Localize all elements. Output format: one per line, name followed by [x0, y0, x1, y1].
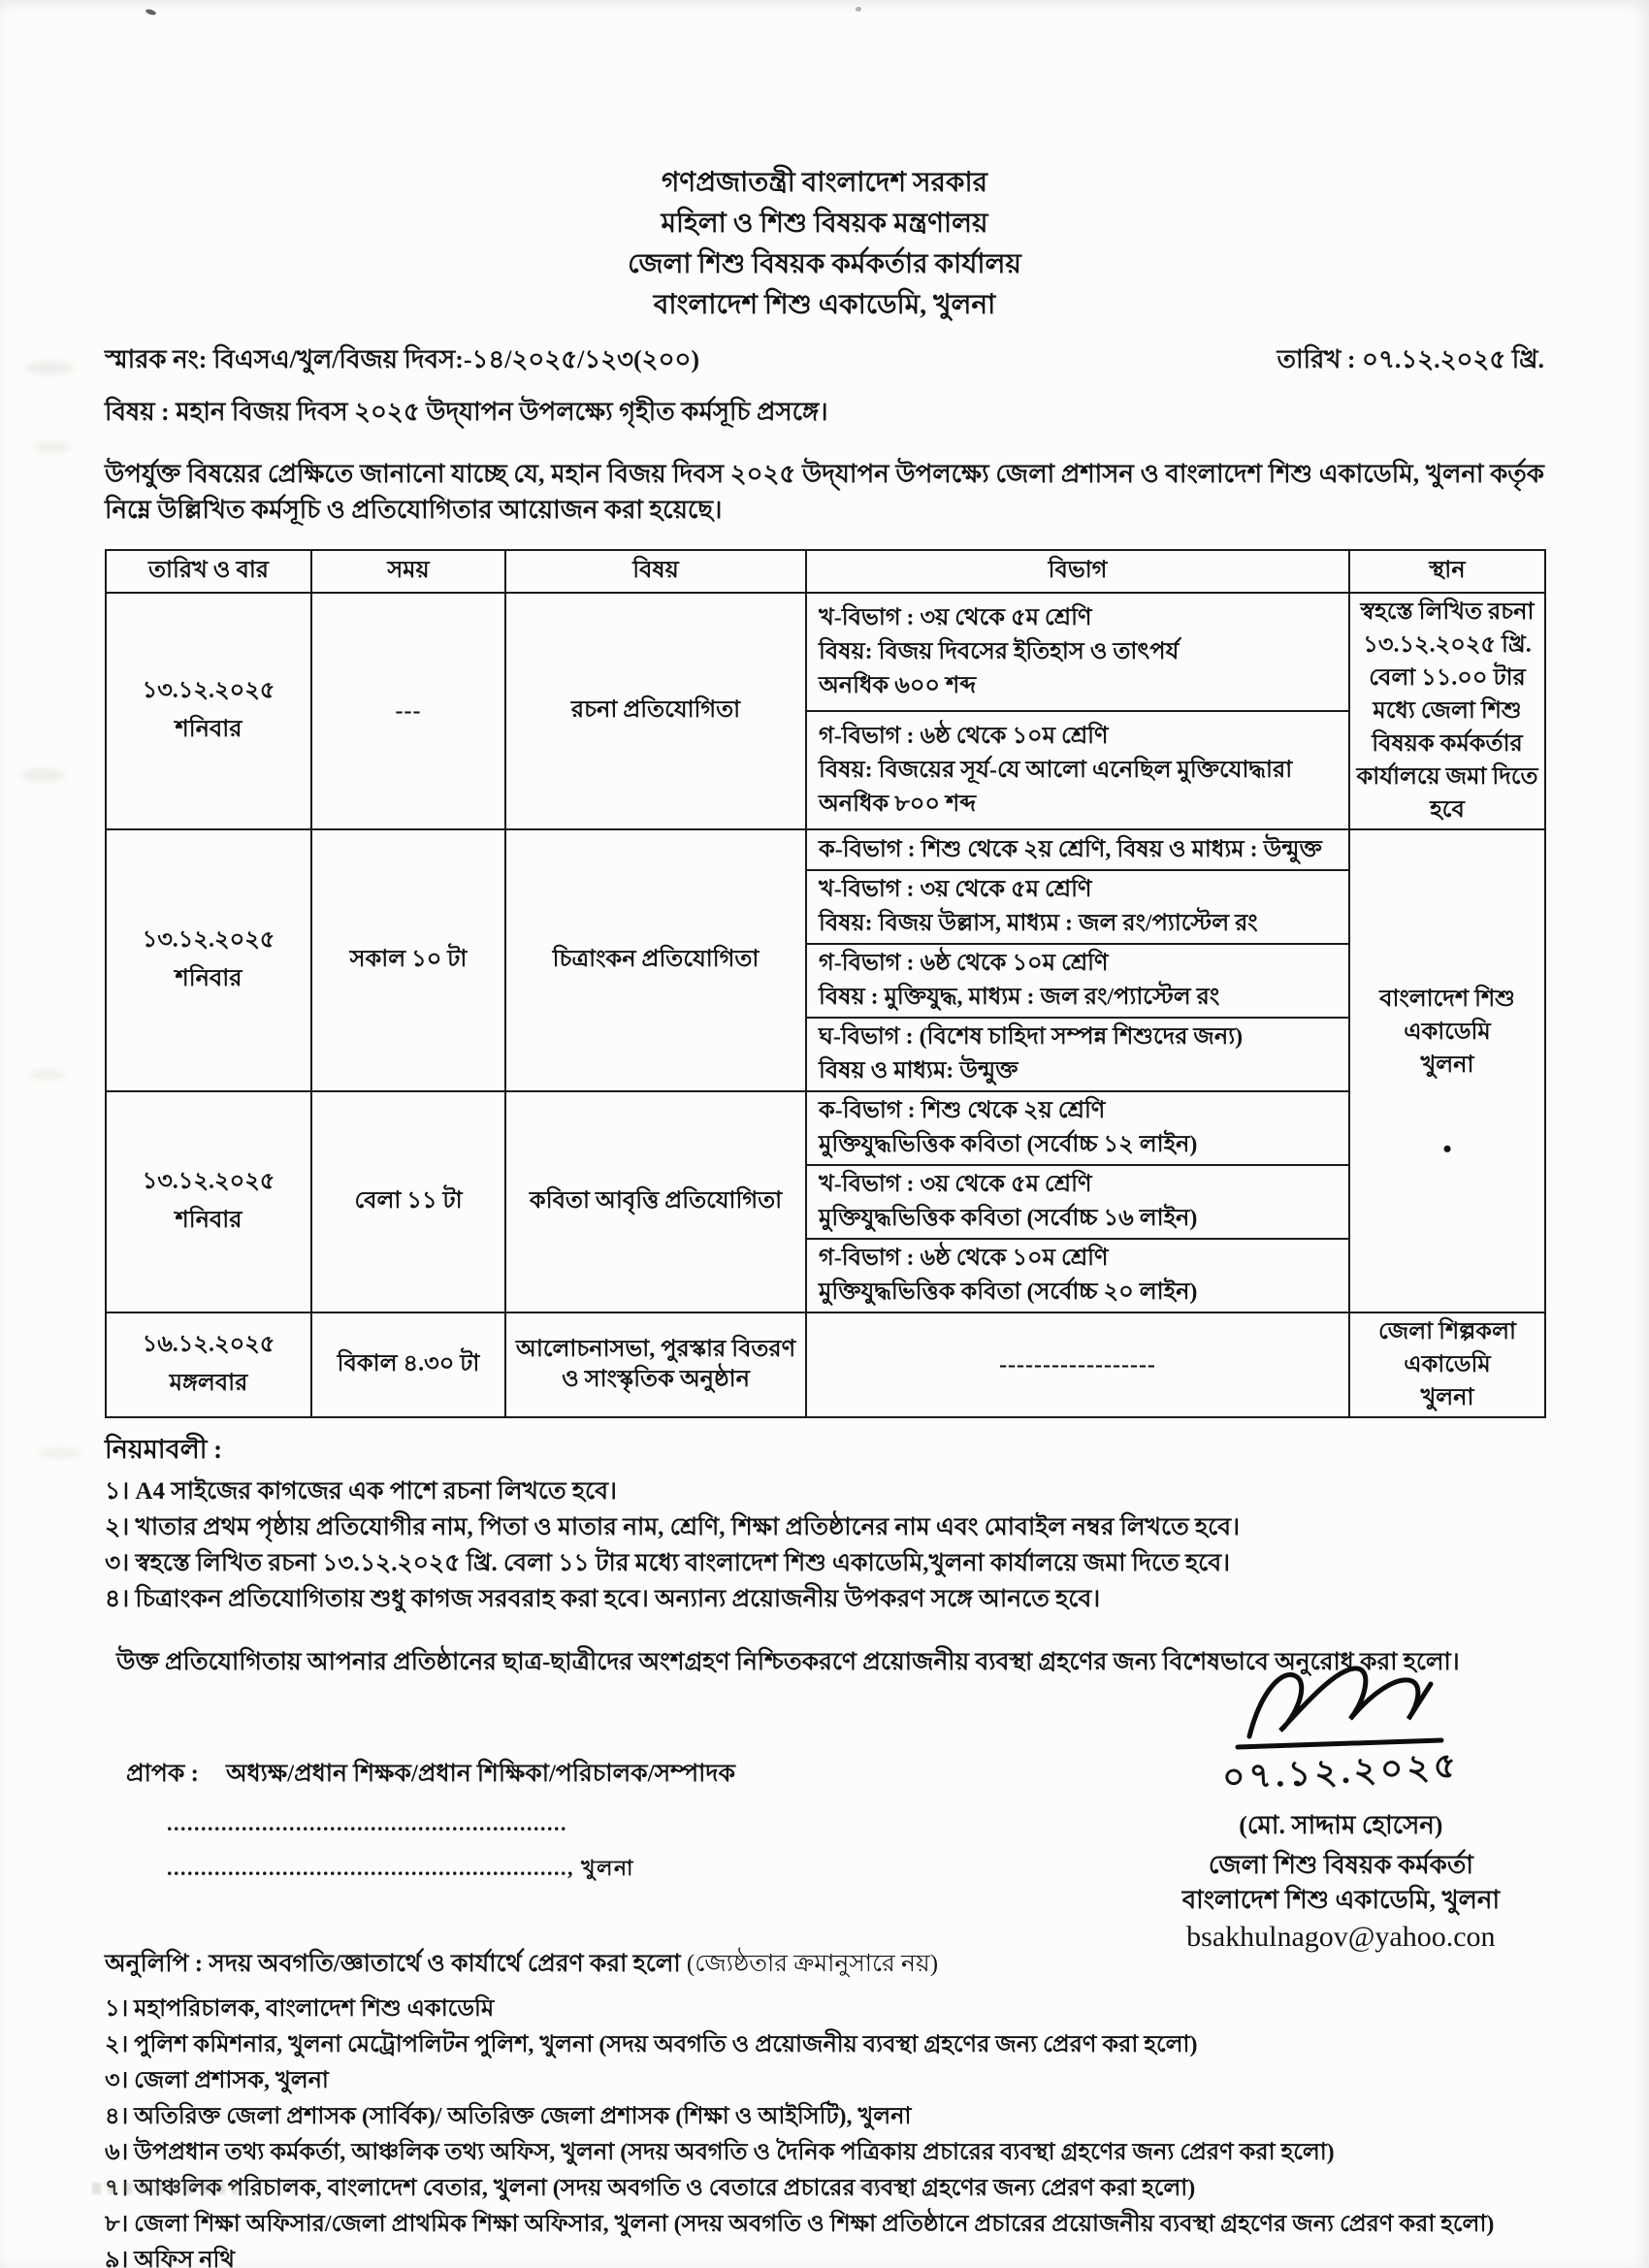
- division-line: খ-বিভাগ : ৩য় থেকে ৫ম শ্রেণি: [819, 604, 1092, 631]
- row3-date: ১৩.১২.২০২৫: [142, 1169, 275, 1194]
- rule-item: ১। A4 সাইজের কাগজের এক পাশে রচনা লিখতে হবে।: [105, 1478, 617, 1505]
- memo-number: স্মারক নং: বিএসএ/খুল/বিজয় দিবস:-১৪/২০২৫/১২৩(২০০): [105, 345, 700, 373]
- copy-item: ৪। অতিরিক্ত জেলা প্রশাসক (সার্বিক)/ অতিরিক্ত জেলা প্রশাসক (শিক্ষা ও আইসিটি), খুলনা: [105, 2104, 912, 2129]
- copy-item: ৮। জেলা শিক্ষা অফিসার/জেলা প্রাথমিক শিক্ষা অফিসার, খুলনা (সদয় অবগতি ও শিক্ষা প্রতিষ্ঠানে প্রচারের প্রয়োজনীয় ব্যবস্থা গ্রহণের জন্য প্রেরণ করা হলো): [105, 2212, 1495, 2237]
- division-line: ঘ-বিভাগ : (বিশেষ চাহিদা সম্পন্ন শিশুদের জন্য): [819, 1024, 1244, 1050]
- letterhead-office: জেলা শিশু বিষয়ক কর্মকর্তার কার্যালয়: [628, 249, 1021, 279]
- row4-date-cell: [106, 1312, 311, 1417]
- row1-time-cell: [311, 593, 505, 829]
- row4-time-cell: বিকাল ৪.৩০ টা: [311, 1312, 505, 1417]
- row2-date: ১৩.১২.২০২৫: [142, 927, 275, 953]
- row1-subject-cell: রচনা প্রতিযোগিতা: [505, 593, 806, 829]
- row4-division-cell: ------------------: [806, 1312, 1349, 1417]
- row1-division-kha-cell: [806, 593, 1349, 711]
- row3-division-ka-cell: [806, 1091, 1349, 1165]
- scan-artifact: [39, 1447, 81, 1459]
- dotted-line-city: , খুলনা: [567, 1856, 634, 1880]
- table-row: [106, 593, 1545, 711]
- rule-item: ৩। স্বহস্তে লিখিত রচনা ১৩.১২.২০২৫ খ্রি. বেলা ১১ টার মধ্যে বাংলাদেশ শিশু একাডেমি,খুলনা কার্যালয়ে জমা দিতে হবে।: [105, 1550, 1231, 1576]
- copy-item: ৬। উপপ্রধান তথ্য কর্মকর্তা, আঞ্চলিক তথ্য অফিস, খুলনা (সদয় অবগতি ও দৈনিক পত্রিকায় প্রচারের ব্যবস্থা গ্রহণের জন্য প্রেরণ করা হলো): [105, 2140, 1335, 2165]
- signer-title: জেলা শিশু বিষয়ক কর্মকর্তা: [1208, 1851, 1473, 1879]
- row1-date: ১৩.১২.২০২৫: [142, 678, 275, 703]
- venue-name: বাংলাদেশ শিশু একাডেমি: [1379, 987, 1515, 1045]
- recipient-label: প্রাপক :: [126, 1761, 199, 1787]
- row3-division-ga-cell: [806, 1239, 1349, 1312]
- signer-name: (মো. সাদ্দাম হোসেন): [1239, 1811, 1443, 1839]
- venue-city: খুলনা: [1420, 1053, 1474, 1078]
- division-line: বিষয় ও মাধ্যম: উন্মুক্ত: [819, 1058, 1018, 1084]
- schedule-table: [105, 549, 1546, 1418]
- row3-division-kha-cell: [806, 1165, 1349, 1239]
- division-line: বিষয়: বিজয় উল্লাস, মাধ্যম : জল রং/প্যাস্টেল রং: [819, 911, 1258, 936]
- signer-org: বাংলাদেশ শিশু একাডেমি, খুলনা: [1181, 1886, 1500, 1914]
- row2-division-gha-cell: [806, 1018, 1349, 1091]
- division-line: মুক্তিযুদ্ধভিত্তিক কবিতা (সর্বোচ্চ ১২ লাইন): [819, 1132, 1198, 1157]
- rule-item: ৪। চিত্রাংকন প্রতিযোগিতায় শুধু কাগজ সরবরাহ করা হবে। অন্যান্য প্রয়োজনীয় উপকরণ সঙ্গে আনতে হবে।: [105, 1586, 1101, 1612]
- rules-title: নিয়মাবলী :: [105, 1435, 223, 1464]
- copy-item: ৭। আঞ্চলিক পরিচালক, বাংলাদেশ বেতার, খুলনা (সদয় অবগতি ও বেতারে প্রচারের ব্যবস্থা গ্রহণের জন্য প্রেরণ করা হলো): [105, 2176, 1196, 2201]
- recipient-signature-block: [105, 1690, 1544, 1953]
- row1-day: শনিবার: [175, 717, 242, 742]
- division-line: বিষয়: বিজয়ের সূর্য-যে আলো এনেছিল মুক্তিযোদ্ধারা: [819, 757, 1293, 783]
- division-line: মুক্তিযুদ্ধভিত্তিক কবিতা (সর্বোচ্চ ২০ লাইন): [819, 1280, 1198, 1305]
- row2-subject-cell: চিত্রাংকন প্রতিযোগিতা: [505, 829, 806, 1091]
- header-date-day: তারিখ ও বার: [106, 550, 311, 593]
- header-time: সময়: [311, 550, 505, 593]
- scan-artifact: [29, 1069, 66, 1081]
- division-line: খ-বিভাগ : ৩য় থেকে ৫ম শ্রেণি: [819, 1172, 1092, 1197]
- row2-3-venue-cell: [1349, 829, 1545, 1312]
- row4-subject-cell: আলোচনাসভা, পুরস্কার বিতরণ ও সাংস্কৃতিক অনুষ্ঠান: [505, 1312, 806, 1417]
- division-line: মুক্তিযুদ্ধভিত্তিক কবিতা (সর্বোচ্চ ১৬ লাইন): [819, 1206, 1198, 1231]
- header-subject: বিষয়: [505, 550, 806, 593]
- request-paragraph: উক্ত প্রতিযোগিতায় আপনার প্রতিষ্ঠানের ছাত্র-ছাত্রীদের অংশগ্রহণ নিশ্চিতকরণে প্রয়োজনীয় ব্যবস্থা গ্রহণের জন্য বিশেষভাবে অনুরোধ করা হলো।: [116, 1649, 1460, 1675]
- letterhead-academy: বাংলাদেশ শিশু একাডেমি, খুলনা: [653, 290, 996, 320]
- division-line: ক-বিভাগ : শিশু থেকে ২য় শ্রেণি: [819, 1098, 1106, 1123]
- scan-artifact: [33, 441, 72, 453]
- copy-item: ১। মহাপরিচালক, বাংলাদেশ শিশু একাডেমি: [105, 1996, 495, 2022]
- signature-block: [1182, 1657, 1500, 1957]
- row2-division-ga-cell: [806, 944, 1349, 1018]
- dotted-line-2: [167, 1852, 735, 1888]
- bullet-mark: •: [1442, 1135, 1452, 1163]
- division-line: অনধিক ৮০০ শব্দ: [819, 791, 977, 817]
- recipient-value: অধ্যক্ষ/প্রধান শিক্ষক/প্রধান শিক্ষিকা/পরিচালক/সম্পাদক: [225, 1761, 735, 1787]
- row1-division-ga-cell: [806, 711, 1349, 829]
- signature-date-handwritten: ০৭.১২.২০২৫: [1220, 1745, 1461, 1798]
- dotted-line-dots: ...........................................................: [167, 1856, 567, 1880]
- table-row: [106, 1091, 1545, 1165]
- row2-division-kha-cell: [806, 870, 1349, 944]
- division-line: গ-বিভাগ : ৬ষ্ঠ থেকে ১০ম শ্রেণি: [819, 951, 1109, 976]
- memo-row: [105, 340, 1544, 382]
- copies-section: [105, 1944, 1544, 2268]
- scan-artifact: [21, 768, 66, 782]
- row4-date: ১৬.১২.২০২৫: [142, 1332, 275, 1357]
- recipient-block: [126, 1754, 735, 1888]
- table-row: [106, 829, 1545, 870]
- rule-item: ২। খাতার প্রথম পৃষ্ঠায় প্রতিযোগীর নাম, পিতা ও মাতার নাম, শ্রেণি, শিক্ষা প্রতিষ্ঠানের নাম এবং মোবাইল নম্বর লিখতে হবে।: [105, 1514, 1241, 1540]
- row2-division-ka-cell: [806, 829, 1349, 870]
- dotted-line-1: ...........................................................: [167, 1811, 567, 1835]
- row3-day: শনিবার: [175, 1208, 242, 1233]
- copy-item: ৯। অফিস নথি: [105, 2248, 235, 2268]
- row1-date-cell: [106, 593, 311, 829]
- recipient-line: [126, 1754, 735, 1796]
- document-content: [105, 0, 1544, 2268]
- row2-date-cell: [106, 829, 311, 1091]
- subject-line: বিষয় : মহান বিজয় দিবস ২০২৫ উদ্‌যাপন উপলক্ষ্যে গৃহীত কর্মসূচি প্রসঙ্গে।: [105, 398, 828, 426]
- header-venue: স্থান: [1349, 550, 1545, 593]
- table-header-row: [106, 550, 1545, 593]
- row3-subject-cell: কবিতা আবৃত্তি প্রতিযোগিতা: [505, 1091, 806, 1312]
- division-line: অনধিক ৬০০ শব্দ: [819, 672, 977, 698]
- division-line: খ-বিভাগ : ৩য় থেকে ৫ম শ্রেণি: [819, 877, 1092, 902]
- venue-city: খুলনা: [1420, 1385, 1474, 1410]
- division-line: বিষয়: বিজয় দিবসের ইতিহাস ও তাৎপর্য: [819, 638, 1180, 664]
- row4-venue-cell: [1349, 1312, 1545, 1417]
- division-line: গ-বিভাগ : ৬ষ্ঠ থেকে ১০ম শ্রেণি: [819, 723, 1109, 749]
- division-line: বিষয় : মুক্তিযুদ্ধ, মাধ্যম : জল রং/প্যাস্টেল রং: [819, 985, 1220, 1010]
- header-division: বিভাগ: [806, 550, 1349, 593]
- letterhead: [105, 163, 1544, 326]
- body-paragraph: উপর্যুক্ত বিষয়ের প্রেক্ষিতে জানানো যাচ্ছে যে, মহান বিজয় দিবস ২০২৫ উদ্‌যাপন উপলক্ষ্যে জেলা প্রশাসন ও বাংলাদেশ শিশু একাডেমি, খুলনা কর্তৃক নিম্নে উল্লিখিত কর্মসূচি ও প্রতিযোগিতার আয়োজন করা হয়েছে।: [105, 460, 1544, 524]
- copies-title-note: (জ্যেষ্ঠতার ক্রমানুসারে নয়): [686, 1951, 939, 1977]
- row2-time-cell: সকাল ১০ টা: [311, 829, 505, 1091]
- letterhead-ministry: মহিলা ও শিশু বিষয়ক মন্ত্রণালয়: [661, 209, 988, 239]
- venue-name: জেলা শিল্পকলা একাডেমি: [1378, 1319, 1516, 1377]
- row1-venue-cell: স্বহস্তে লিখিত রচনা ১৩.১২.২০২৫ খ্রি. বেলা ১১.০০ টার মধ্যে জেলা শিশু বিষয়ক কর্মকর্তার কার্যালয়ে জমা দিতে হবে: [1349, 593, 1545, 829]
- row1-time: ---: [395, 697, 422, 724]
- scan-artifact: [25, 361, 74, 374]
- copies-title-lead: অনুলিপি : সদয় অবগতি/জ্ঞাতার্থে ও কার্যার্থে প্রেরণ করা হলো: [105, 1951, 681, 1977]
- row3-date-cell: [106, 1091, 311, 1312]
- copy-item: ২। পুলিশ কমিশনার, খুলনা মেট্রোপলিটন পুলিশ, খুলনা (সদয় অবগতি ও প্রয়োজনীয় ব্যবস্থা গ্রহণের জন্য প্রেরণ করা হলো): [105, 2032, 1198, 2057]
- memo-date: তারিখ : ০৭.১২.২০২৫ খ্রি.: [1277, 345, 1544, 373]
- division-line: ক-বিভাগ : শিশু থেকে ২য় শ্রেণি, বিষয় ও মাধ্যম : উন্মুক্ত: [819, 836, 1322, 862]
- row4-day: মঙ্গলবার: [169, 1371, 248, 1396]
- row3-time-cell: বেলা ১১ টা: [311, 1091, 505, 1312]
- division-line: গ-বিভাগ : ৬ষ্ঠ থেকে ১০ম শ্রেণি: [819, 1246, 1109, 1271]
- letterhead-government: গণপ্রজাতন্ত্রী বাংলাদেশ সরকার: [661, 168, 988, 198]
- row2-day: শনিবার: [175, 966, 242, 991]
- signer-email: bsakhulnagov@yahoo.con: [1186, 1921, 1496, 1953]
- table-row: [106, 1312, 1545, 1417]
- copy-item: ৩। জেলা প্রশাসক, খুলনা: [105, 2068, 329, 2093]
